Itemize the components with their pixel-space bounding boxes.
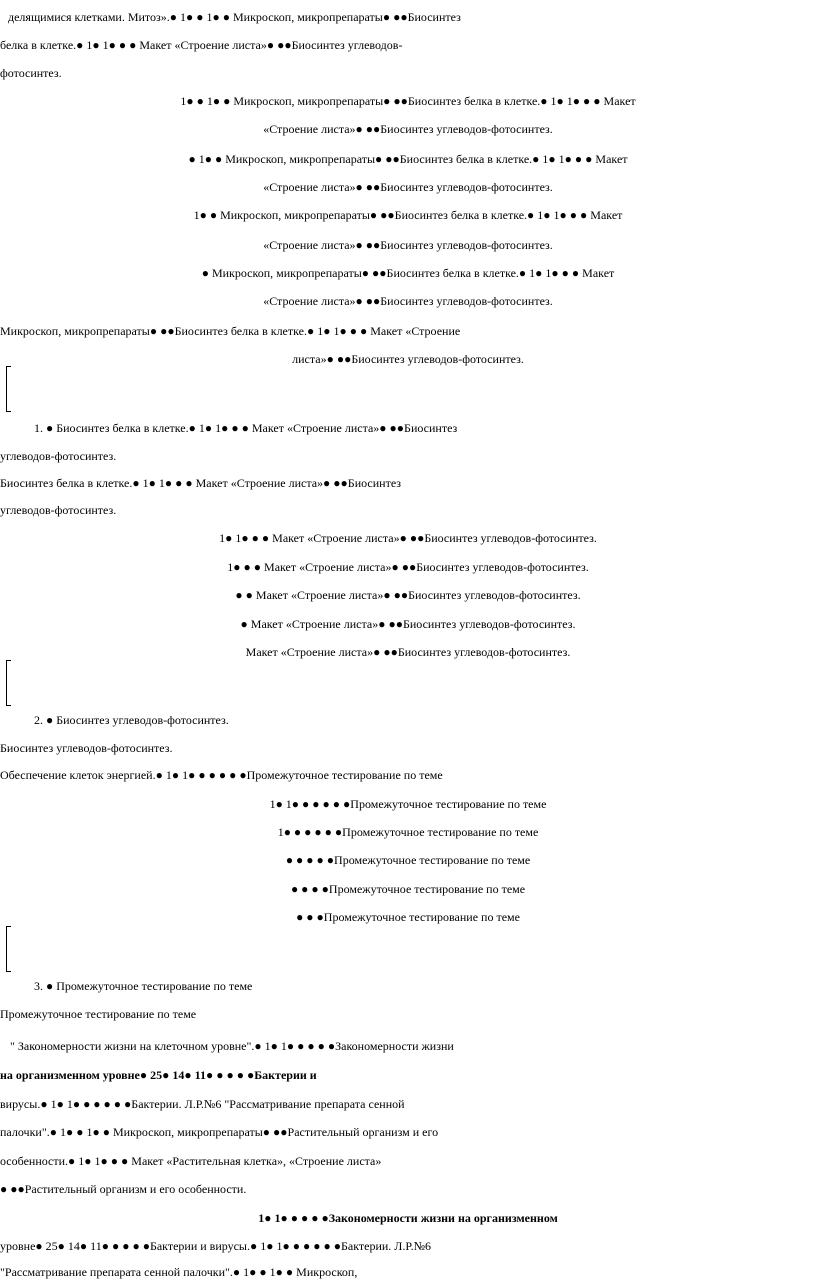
- text-line: Биосинтез белка в клетке.● 1● 1● ● ● Макет «Строение листа»● ●●Биосинтез: [0, 476, 402, 490]
- text-line: 1● ● Микроскоп, микропрепараты● ●●Биосинтез белка в клетке.● 1● 1● ● ● Макет: [193, 208, 623, 222]
- text-line: «Строение листа»● ●●Биосинтез углеводов-фотосинтез.: [263, 294, 553, 308]
- text-line: "Рассматривание препарата сенной палочки".● 1● ● 1● ● Микроскоп,: [0, 1265, 358, 1279]
- text-line: ● ● ● ● ●Промежуточное тестирование по теме: [285, 853, 531, 867]
- text-line: «Строение листа»● ●●Биосинтез углеводов-фотосинтез.: [263, 180, 553, 194]
- text-line: 1● ● ● ● ● ●Промежуточное тестирование по теме: [277, 825, 539, 839]
- empty-frame: [6, 926, 11, 972]
- text-line: углеводов-фотосинтез.: [0, 449, 117, 463]
- text-line: «Строение листа»● ●●Биосинтез углеводов-фотосинтез.: [263, 122, 553, 136]
- text-line-bold: на организменном уровне● 25● 14● 11● ● ● ● ●Бактерии и: [0, 1068, 317, 1082]
- text-line: 1● ● ● Макет «Строение листа»● ●●Биосинтез углеводов-фотосинтез.: [227, 560, 589, 574]
- text-line: ● ● ●Промежуточное тестирование по теме: [296, 910, 520, 924]
- text-line: ● ● ● ●Промежуточное тестирование по теме: [290, 882, 526, 896]
- list-item-3: 3. ● Промежуточное тестирование по теме: [34, 979, 253, 993]
- text-line: уровне● 25● 14● 11● ● ● ● ●Бактерии и вирусы.● 1● 1● ● ● ● ● ●Бактерии. Л.Р.№6: [0, 1239, 432, 1253]
- text-line: «Строение листа»● ●●Биосинтез углеводов-фотосинтез.: [263, 238, 553, 252]
- text-line: вирусы.● 1● 1● ● ● ● ● ●Бактерии. Л.Р.№6 "Рассматривание препарата сенной: [0, 1097, 405, 1111]
- text-line: особенности.● 1● 1● ● ● Макет «Растительная клетка», «Строение листа»: [0, 1154, 382, 1168]
- text-line: углеводов-фотосинтез.: [0, 503, 117, 517]
- text-line: Промежуточное тестирование по теме: [0, 1007, 197, 1021]
- text-line: ● Микроскоп, микропрепараты● ●●Биосинтез белка в клетке.● 1● 1● ● ● Макет: [201, 266, 615, 280]
- text-line: ● ●●Растительный организм и его особенности.: [0, 1182, 247, 1196]
- text-line: белка в клетке.● 1● 1● ● ● Макет «Строение листа»● ●●Биосинтез углеводов-: [0, 38, 403, 52]
- text-line: 1● 1● ● ● Макет «Строение листа»● ●●Биосинтез углеводов-фотосинтез.: [219, 531, 597, 545]
- list-item-2: 2. ● Биосинтез углеводов-фотосинтез.: [34, 713, 229, 727]
- empty-frame: [6, 366, 11, 412]
- text-line: 1● ● 1● ● Микроскоп, микропрепараты● ●●Биосинтез белка в клетке.● 1● 1● ● ● Макет: [180, 94, 636, 108]
- text-line: Макет «Строение листа»● ●●Биосинтез углеводов-фотосинтез.: [245, 645, 571, 659]
- list-item-1: 1. ● Биосинтез белка в клетке.● 1● 1● ● ● Макет «Строение листа»● ●●Биосинтез: [34, 421, 458, 435]
- text-line: Биосинтез углеводов-фотосинтез.: [0, 741, 173, 755]
- text-line: Микроскоп, микропрепараты● ●●Биосинтез белка в клетке.● 1● 1● ● ● Макет «Строение: [0, 324, 461, 338]
- text-line-mixed: [10, 1033, 816, 1059]
- text-line: листа»● ●●Биосинтез углеводов-фотосинтез.: [292, 352, 524, 366]
- text-line: 1● 1● ● ● ● ● ●Промежуточное тестирование по теме: [269, 797, 547, 811]
- text-line: Обеспечение клеток энергией.● 1● 1● ● ● ● ● ●Промежуточное тестирование по теме: [0, 768, 443, 782]
- text-line: фотосинтез.: [0, 66, 62, 80]
- text-line: ● 1● ● Микроскоп, микропрепараты● ●●Биосинтез белка в клетке.● 1● 1● ● ● Макет: [188, 152, 628, 166]
- text-line: палочки".● 1● ● 1● ● Микроскоп, микропрепараты● ●●Растительный организм и его: [0, 1125, 439, 1139]
- text-part: " Закономерности жизни на клеточном уровне".● 1● 1● ● ● ● ●Закономерности жизни: [10, 1039, 454, 1053]
- text-line: делящимися клетками. Митоз».● 1● ● 1● ● Микроскоп, микропрепараты● ●●Биосинтез: [8, 10, 461, 24]
- text-line: ● Макет «Строение листа»● ●●Биосинтез углеводов-фотосинтез.: [240, 617, 576, 631]
- empty-frame: [6, 660, 11, 706]
- text-line: ● ● Макет «Строение листа»● ●●Биосинтез углеводов-фотосинтез.: [235, 588, 581, 602]
- text-line-bold: 1● 1● ● ● ● ●Закономерности жизни на организменном: [258, 1211, 558, 1225]
